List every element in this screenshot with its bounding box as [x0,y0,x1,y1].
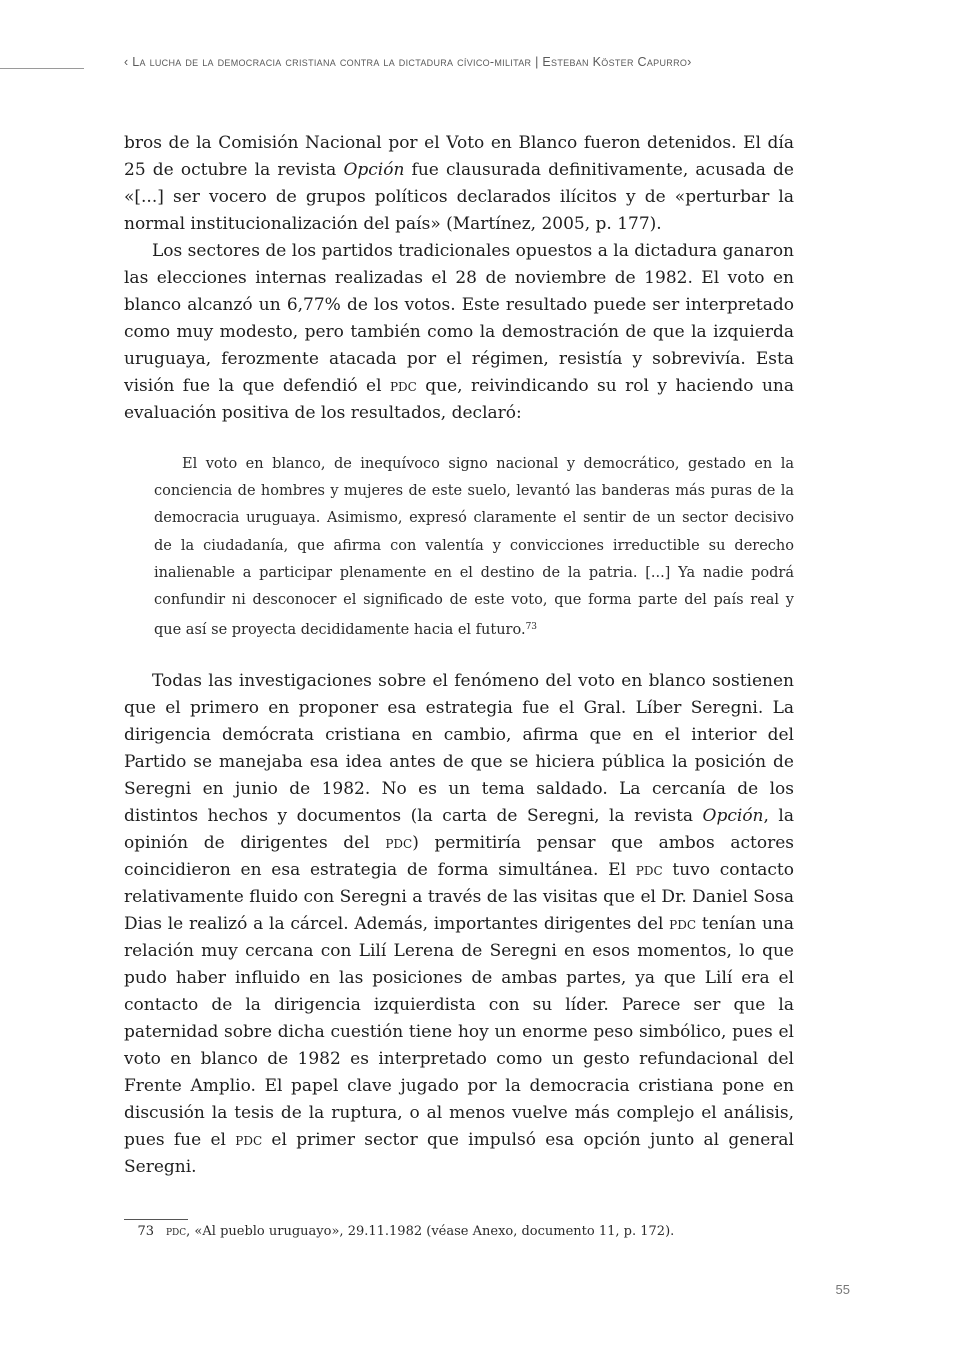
paragraph-2: Los sectores de los partidos tradicionales opuestos a la dictadura ganaron las elecciones internas realizadas el 28 de noviembre de 1982. El voto en blanco alcanzó un 6,77% de los votos. Este resultado puede ser interpretado como muy modesto, pero también como la demostración de que la izquierda uruguaya, ferozmente atacada por el régimen, resistía y sobrevivía. Esta visión fue la que defendió el pdc que, reivindicando su rol y haciendo una evaluación positiva de los resultados, declaró: [124,241,794,423]
footnote: 73 pdc, «Al pueblo uruguayo», 29.11.1982 (véase Anexo, documento 11, p. 172). [124,1222,794,1242]
running-head: ‹ La lucha de la democracia cristiana contra la dictadura cívico-militar | Esteban Köster Capurro› [124,55,692,69]
header-rule [0,68,84,69]
block-quote: El voto en blanco, de inequívoco signo nacional y democrático, gestado en la conciencia de hombres y mujeres de este suelo, levantó las banderas más puras de la democracia uruguaya. Asimismo, expresó claramente el sentir de un sector decisivo de la ciudadanía, que afirma con valentía y convicciones irreductible su derecho inalienable a participar plenamente en el destino de la patria. [...] Ya nadie podrá confundir ni desconocer el significado de este voto, que forma parte del país real y que así se proyecta decididamente hacia el futuro.$^{73}$ [154,456,794,639]
paragraph-3: Todas las investigaciones sobre el fenómeno del voto en blanco sostienen que el primero en proponer esa estrategia fue el Gral. Líber Seregni. La dirigencia demócrata cristiana en cambio, afirma que en el interior del Partido se manejaba esa idea antes de que se hiciera pública la posición de Seregni en junio de 1982. No es un tema saldado. La cercanía de los distintos hechos y documentos (la carta de Seregni, la revista Opción, la opinión de dirigentes del pdc) permitiría pensar que ambos actores coincidieron en esa estrategia de forma simultánea. El pdc tuvo contacto relativamente fluido con Seregni a través de las visitas que el Dr. Daniel Sosa Dias le realizó a la cárcel. Además, importantes dirigentes del pdc tenían una relación muy cercana con Lilí Lerena de Seregni en esos momentos, lo que pudo haber influido en las posiciones de ambas partes, ya que Lilí era el contacto de la dirigencia izquierdista con su líder. Parece ser que la paternidad sobre dicha cuestión tiene hoy un enorme peso simbólico, pues el voto en blanco de 1982 es interpretado como un gesto refundacional del Frente Amplio. El papel clave jugado por la democracia cristiana pone en discusión la tesis de la ruptura, o al menos vuelve más complejo el análisis, pues fue el pdc el primer sector que impulsó esa opción junto al general Seregni. [124,671,795,1178]
paragraph-1: bros de la Comisión Nacional por el Voto en Blanco fueron detenidos. El día 25 de octubre la revista Opción fue clausurada definitivamente, acusada de «[...] ser vocero de grupos políticos declarados ilícitos y de «perturbar la normal institucionalización del país» (Martínez, 2005, p. 177). [124,133,794,234]
footnote-number: 73 [137,1224,154,1239]
page-number: 55 [835,1282,850,1297]
footnote-rule [124,1219,188,1220]
footnote-ref: 73 [525,622,538,633]
page-body [124,130,794,1181]
